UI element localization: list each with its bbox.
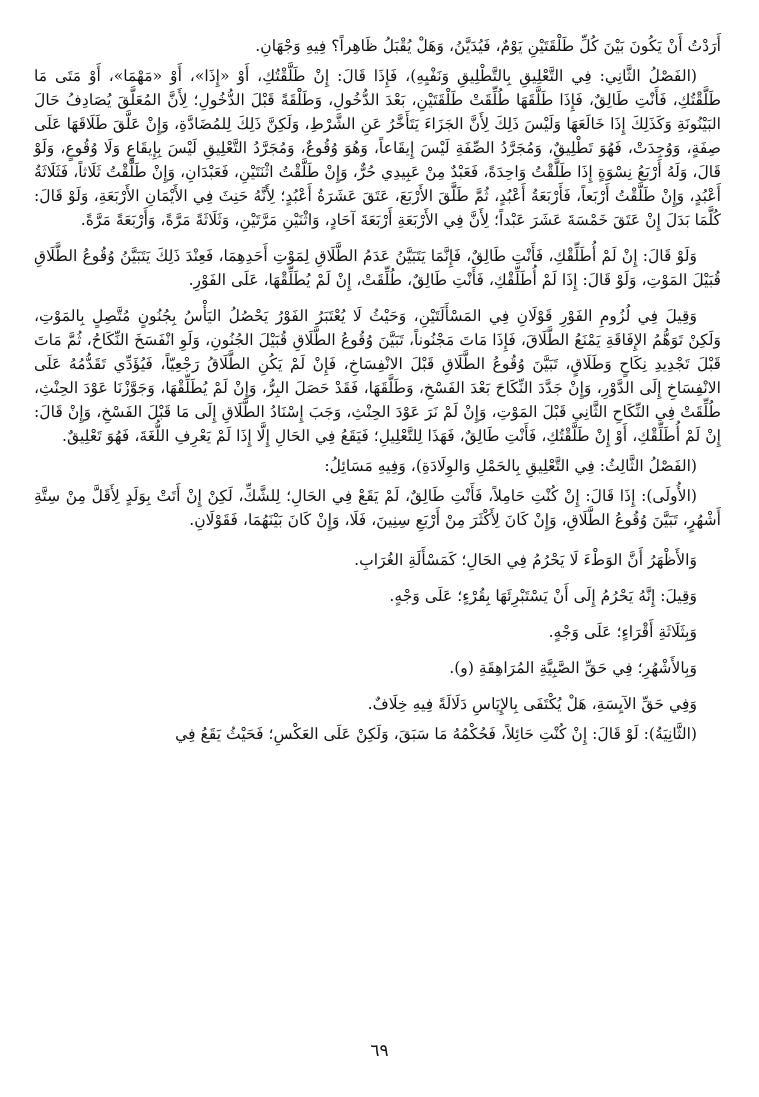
paragraph-menopausal: وَفِي حَقِّ الآيِسَةِ، هَلْ يُكْتَفَى بِالإِيَاسِ دَلَالَةً فِيهِ خِلَافٌ. bbox=[367, 695, 697, 713]
paragraph-if-not-divorce: وَلَوْ قَالَ: إِنْ لَمْ أُطَلِّقْكِ، فَأَنْتِ طَالِقٌ، فَإِنَّمَا يَتَبَيَّنُ عَدَمُ الطَّلَاقِ لِمَوْتِ أَحَدِهِمَا، فَعِنْدَ ذَلِكَ يَتَبَيَّنُ وُقُوعُ الطَّلَاقِ قُبَيْلَ المَوْتِ، وَلَوْ قَالَ: إِذَا لَمْ أُطَلِّقْكِ، فَأَنْتِ طَالِقٌ، طُلِّقَتْ، إِنْ لَمْ يُطَلِّقْهَا، عَلَى الفَوْرِ. bbox=[34, 247, 721, 289]
page-number: ٦٩ bbox=[370, 1041, 389, 1061]
paragraph-it-is-said: وَقِيلَ: إِنَّهُ يَحْرُمُ إِلَى أَنْ يَسْتَبْرِئَهَا بِقُرْءٍ؛ عَلَى وَجْهٍ. bbox=[389, 587, 697, 605]
paragraph-continuation: أَرَدْتُ أَنْ يَكُونَ بَيْنَ كُلِّ طَلْقَتَيْنِ يَوْمٌ، فَيُدَيَّنُ، وَهَلْ يُقْبَلُ ظَاهِراً؟ فِيهِ وَجْهَانِ. bbox=[255, 37, 721, 55]
paragraph-months: وَبِالأَشْهُرِ؛ فِي حَقِّ الصَّبِيَّةِ المُرَاهِقَةِ (و). bbox=[449, 659, 697, 677]
section-three-heading: (الفَصْلُ الثَّالِثُ: فِي التَّعْلِيقِ بِالحَمْلِ وَالوِلَادَةِ)، وَفِيهِ مَسَائِلُ: bbox=[324, 457, 697, 475]
paragraph-section-two: (الفَصْلُ الثَّانِي: فِي التَّعْلِيقِ بِالتَّطْلِيقِ وَنَفْيِهِ)، فَإِذَا قَالَ: إِنْ طَلَّقْتُكِ، أَوْ «إِذَا»، أَوْ «مَهْمَا»، أَوْ مَتَى مَا طَلَّقْتُكِ، فَأَنْتِ طَالِقٌ، فَإِذَا طَلَّقَهَا طُلِّقَتْ طَلْقَتَيْنِ، بَعْدَ الدُّخُولِ، وَطَلْقَةً قَبْلَ الدُّخُولِ؛ لِأَنَّ المُعَلَّقَ يُصَادِفُ حَالَ البَيْنُونَةِ وَكَذَلِكَ إِذَا خَالَعَهَا وَلَيْسَ ذَلِكَ لِأَنَّ الجَزَاءَ يَتَأَخَّرُ عَنِ الشَّرْطِ، وَلَكِنَّ ذَلِكَ لِلمُضَادَّةِ، وَإِنْ عَلَّقَ طَلَاقَهَا عَلَى صِفَةٍ، وَوُجِدَتْ، فَهُوَ تَطْلِيقٌ، وَمُجَرَّدُ الصِّفَةِ لَيْسَ إِيقَاعاً، وَهُوَ وُقُوعٌ، وَمُجَرَّدُ التَّعْلِيقِ لَيْسَ بِإِيقَاعٍ وَلَا وُقُوعٍ، وَلَوْ قَالَ، وَلَهُ أَرْبَعُ نِسْوَةٍ إِذَا طَلَّقْتُ وَاحِدَةً، فَعَبْدٌ مِنْ عَبِيدِي حُرٌّ، وَإِنْ طَلَّقْتُ اثْنَتَيْنِ، فَعَبْدَانِ، وَإِنْ طَلَّقْتُ ثَلَاثاً، فَثَلَاثَةُ أَعْبُدٍ، وَإِنْ طَلَّقْتُ أَرْبَعاً، فَأَرْبَعَةُ أَعْبُدٍ، ثُمَّ طَلَّقَ الأَرْبَعَ، عَتَقَ عَشَرَةُ أَعْبُدٍ؛ لِأَنَّهُ حَنِثَ فِي الأَيْمَانِ الأَرْبَعَةِ، وَلَوْ قَالَ: كُلَّمَا بَدَلَ إِنْ عَتَقَ خَمْسَةَ عَشَرَ عَبْداً؛ لِأَنَّ فِي الأَرْبَعَةِ أَرْبَعَةَ آحَادٍ، وَاثْنَيْنِ مَرَّتَيْنِ، وَثَلَاثَةً مَرَّةً، وَأَرْبَعَةً مَرَّةً. bbox=[34, 67, 721, 229]
paragraph-second-issue: (الثَّانِيَةُ): لَوْ قَالَ: إِنْ كُنْتِ حَائِلاً، فَحُكْمُهُ مَا سَبَقَ، وَلَكِنْ عَلَى العَكْسِ؛ فَحَيْثُ يَقَعُ فِي bbox=[175, 725, 697, 743]
paragraph-three-periods: وَبِثَلَاثَةِ أَقْرَاءٍ؛ عَلَى وَجْهٍ. bbox=[548, 623, 697, 641]
paragraph-first-issue: (الأُولَى): إِذَا قَالَ: إِنْ كُنْتِ حَامِلاً، فَأَنْتِ طَالِقٌ، لَمْ يَقَعْ فِي الحَالِ؛ لِلشَّكِّ، لَكِنْ إِنْ أَتَتْ بِوَلَدٍ لِأَقَلَّ مِنْ سِتَّةِ أَشْهُرٍ، تَبَيَّنَ وُقُوعُ الطَّلَاقِ، وَإِنْ كَانَ لِأَكْثَرَ مِنْ أَرْبَعِ سِنِينَ، فَلَا، وَإِنْ كَانَ بَيْنَهُمَا، فَقَوْلَانِ. bbox=[34, 487, 721, 529]
paragraph-more-apparent: وَالأَظْهَرُ أَنَّ الوَطْءَ لَا يَحْرُمُ فِي الحَالِ؛ كَمَسْأَلَةِ الغُرَابِ. bbox=[354, 551, 697, 569]
paragraph-immediacy: وَقِيلَ فِي لُزُومِ الفَوْرِ قَوْلَانِ فِي المَسْأَلَتَيْنِ، وَحَيْثُ لَا يُعْتَبَرُ الفَوْرُ يَحْصُلُ اليَأْسُ بِجُنُونٍ مُتَّصِلٍ بِالمَوْتِ، وَلَكِنْ تَوَهُّمُ الإِفَاقَةِ يَمْنَعُ الطَّلَاقَ، فَإِذَا مَاتَ مَجْنُوناً، تَبَيَّنَ وُقُوعُ الطَّلَاقِ قُبَيْلَ الجُنُونِ، وَلَوِ انْفَسَخَ النِّكَاحُ، ثُمَّ مَاتَ قَبْلَ تَجْدِيدِ نِكَاحٍ وَطَلَاقٍ، تَبَيَّنَ وُقُوعُ الطَّلَاقِ قَبْلَ الانْفِسَاخِ، فَإِنْ لَمْ يَكُنِ الطَّلَاقُ رَجْعِيّاً، فَيُؤَدِّي تَقَدُّمُهُ عَلَى الانْفِسَاخِ إِلَى الدَّوْرِ، وَإِنْ جَدَّدَ النِّكَاحَ بَعْدَ الفَسْخِ، وَطَلَّقَهَا، فَقَدْ حَصَلَ البِرُّ، وَإِنْ لَمْ يُطَلِّقْهَا، وَجَوَّزْنَا عَوْدَ الحِنْثِ، طُلِّقَتْ فِي النِّكَاحِ الثَّانِي قَبْلَ المَوْتِ، وَإِنْ لَمْ نَرَ عَوْدَ الحِنْثِ، وَجَبَ إِسْنَادُ الطَّلَاقِ إِلَى مَا قَبْلَ الفَسْخِ، وَإِنْ قَالَ: إِنْ لَمْ أُطَلِّقْكِ، أَوْ إِنْ طَلَّقْتُكِ، فَأَنْتِ طَالِقٌ، فَهَذَا لِلتَّعْلِيلِ؛ فَيَقَعُ فِي الحَالِ إِلَّا إِذَا لَمْ يَعْرِفِ اللُّغَةَ، فَهُوَ تَعْلِيقٌ. bbox=[34, 307, 721, 445]
